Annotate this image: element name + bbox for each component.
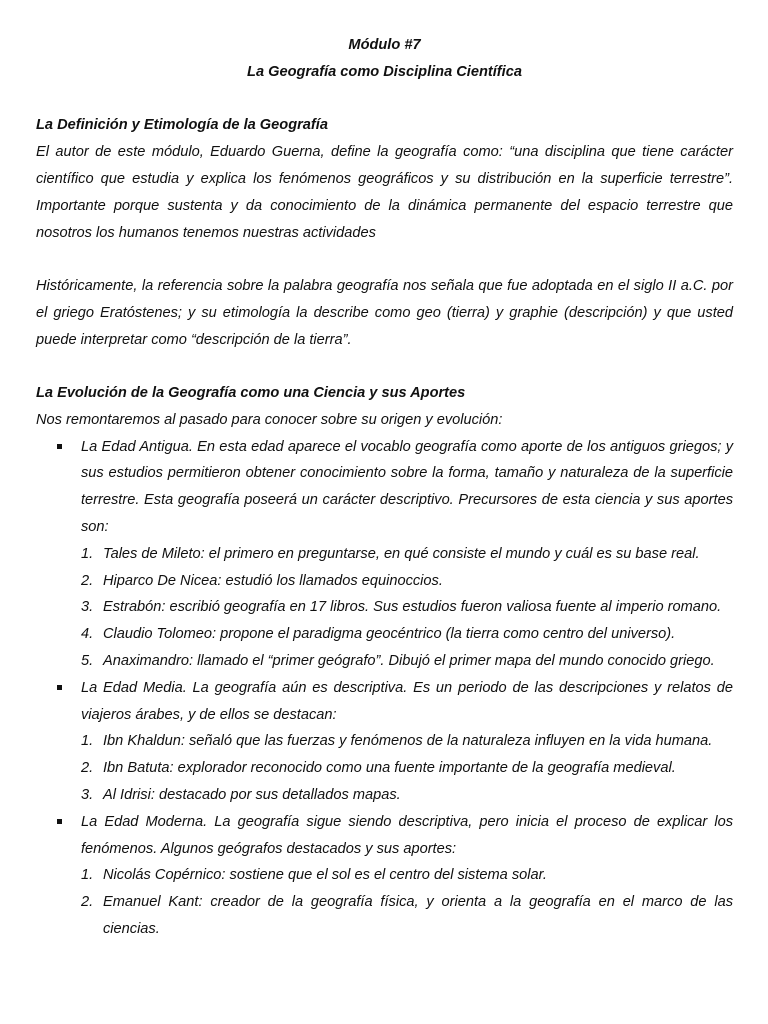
item-number: 1. [81,733,94,750]
modern-geographers-list [81,862,733,942]
list-item [81,541,733,568]
list-item [81,648,733,675]
list-item [81,782,733,809]
section-heading-evolution: La Evolución de la Geografía como una Ciencia y sus Aportes [36,385,466,402]
list-item [81,568,733,595]
era-item-moderna [36,809,733,943]
spacer [36,86,733,113]
list-item [81,728,733,755]
item-number: 1. [81,867,94,884]
item-text: Ibn Batuta: explorador reconocido como una fuente importante de la geografía medieval. [103,760,676,777]
era-text: La Edad Antigua. En esta edad aparece el vocablo geografía como aporte de los antiguos griegos; y sus estudios permitieron obtener conocimiento sobre la forma, tamaño y naturaleza de la superficie terrestre. Esta geografía poseerá un carácter descriptivo. Precursores de esta ciencia y sus aportes son: [81,438,733,536]
spacer [36,246,733,273]
list-item [81,862,733,889]
item-text: Estrabón: escribió geografía en 17 libros. Sus estudios fueron valiosa fuente al imperio romano. [103,599,722,616]
item-number: 1. [81,545,94,562]
item-number: 3. [81,787,94,804]
eras-list [36,434,733,943]
item-number: 2. [81,760,94,777]
definition-paragraph: El autor de este módulo, Eduardo Guerna, define la geografía como: “una disciplina que tiene carácter científico que estudia y explica los fenómenos geográficos y su distribución en la superficie terrestre”. Importante porque sustenta y da conocimiento de la dinámica permanente del espacio terrestre que nosotros los humanos tenemos nuestras actividades [36,144,733,241]
document-subtitle: La Geografía como Disciplina Científica [247,63,522,80]
item-number: 4. [81,626,94,643]
list-item [81,755,733,782]
item-text: Tales de Mileto: el primero en preguntarse, en qué consiste el mundo y cuál es su base real. [103,545,700,562]
item-number: 3. [81,599,94,616]
item-number: 2. [81,894,94,911]
evolution-intro: Nos remontaremos al pasado para conocer sobre su origen y evolución: [36,411,503,428]
precursors-list [81,541,733,675]
era-item-media [36,675,733,809]
list-item [81,594,733,621]
list-item [81,889,733,943]
travelers-list [81,728,733,808]
section-heading-definition: La Definición y Etimología de la Geografía [36,117,328,134]
item-text: Hiparco De Nicea: estudió los llamados equinoccios. [103,572,443,589]
era-text: La Edad Media. La geografía aún es descriptiva. Es un periodo de las descripciones y relatos de viajeros árabes, y de ellos se destacan: [81,679,733,723]
era-text: La Edad Moderna. La geografía sigue siendo descriptiva, pero inicia el proceso de explicar los fenómenos. Algunos geógrafos destacados y sus aportes: [81,813,733,857]
item-text: Ibn Khaldun: señaló que las fuerzas y fenómenos de la naturaleza influyen en la vida humana. [103,733,713,750]
module-title: Módulo #7 [348,37,421,53]
item-number: 5. [81,653,94,670]
item-number: 2. [81,572,94,589]
etymology-paragraph: Históricamente, la referencia sobre la palabra geografía nos señala que fue adoptada en el siglo II a.C. por el griego Eratóstenes; y su etimología la describe como geo (tierra) y graphie (descripción) y que usted puede interpretar como “descripción de la tierra”. [36,278,733,348]
item-text: Emanuel Kant: creador de la geografía física, y orienta a la geografía en el marco de las ciencias. [103,894,733,937]
list-item [81,621,733,648]
item-text: Al Idrisi: destacado por sus detallados mapas. [103,787,401,804]
item-text: Anaximandro: llamado el “primer geógrafo”. Dibujó el primer mapa del mundo conocido griego. [103,653,715,670]
era-item-antigua [36,434,733,675]
spacer [36,354,733,381]
item-text: Nicolás Copérnico: sostiene que el sol es el centro del sistema solar. [103,867,547,884]
item-text: Claudio Tolomeo: propone el paradigma geocéntrico (la tierra como centro del universo). [103,626,676,643]
